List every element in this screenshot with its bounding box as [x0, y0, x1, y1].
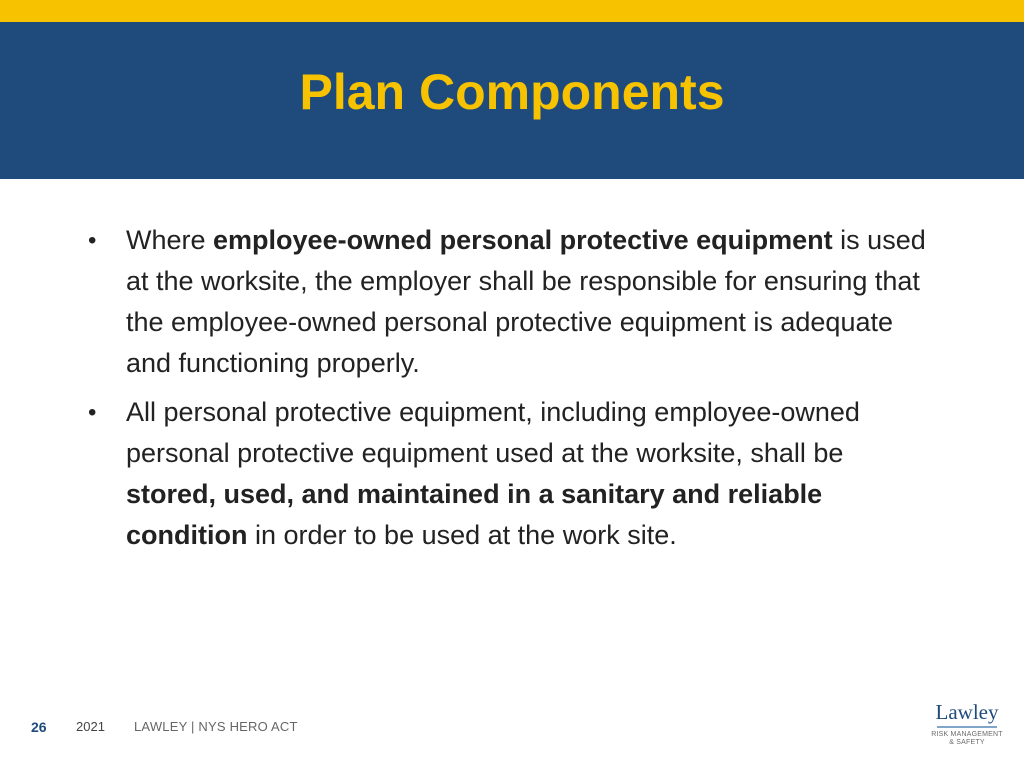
- bullet-emphasis: employee-owned personal protective equipment: [213, 225, 833, 255]
- bullet-list: [88, 220, 938, 564]
- bullet-text: in order to be used at the work site.: [247, 520, 677, 550]
- bullet-item: [88, 220, 938, 384]
- logo-name: Lawley: [935, 700, 999, 724]
- bullet-text: All personal protective equipment, including employee-owned personal protective equipment used at the worksite, shall be: [126, 397, 860, 468]
- bullet-text: is used at the worksite, the employer shall be responsible for ensuring that the employee-owned personal protective equipment is adequate and functioning properly.: [126, 225, 926, 378]
- bullet-icon: •: [88, 399, 97, 426]
- bullet-text: Where: [126, 225, 214, 255]
- top-accent-bar: [0, 0, 1024, 22]
- slide-title: Plan Components: [299, 64, 725, 120]
- bullet-icon: •: [88, 227, 97, 254]
- footer-text: LAWLEY | NYS HERO ACT: [134, 719, 298, 734]
- footer-year: 2021: [76, 719, 105, 734]
- bullet-emphasis: stored, used, and maintained in a sanitary and reliable condition: [126, 479, 823, 550]
- bullet-item: [88, 392, 938, 556]
- lawley-logo: [922, 700, 1012, 752]
- slide-footer: [0, 716, 600, 740]
- page-number: 26: [31, 719, 47, 735]
- logo-tagline: & SAFETY: [949, 739, 985, 746]
- logo-tagline: RISK MANAGEMENT: [931, 731, 1003, 738]
- logo-divider: [937, 726, 997, 728]
